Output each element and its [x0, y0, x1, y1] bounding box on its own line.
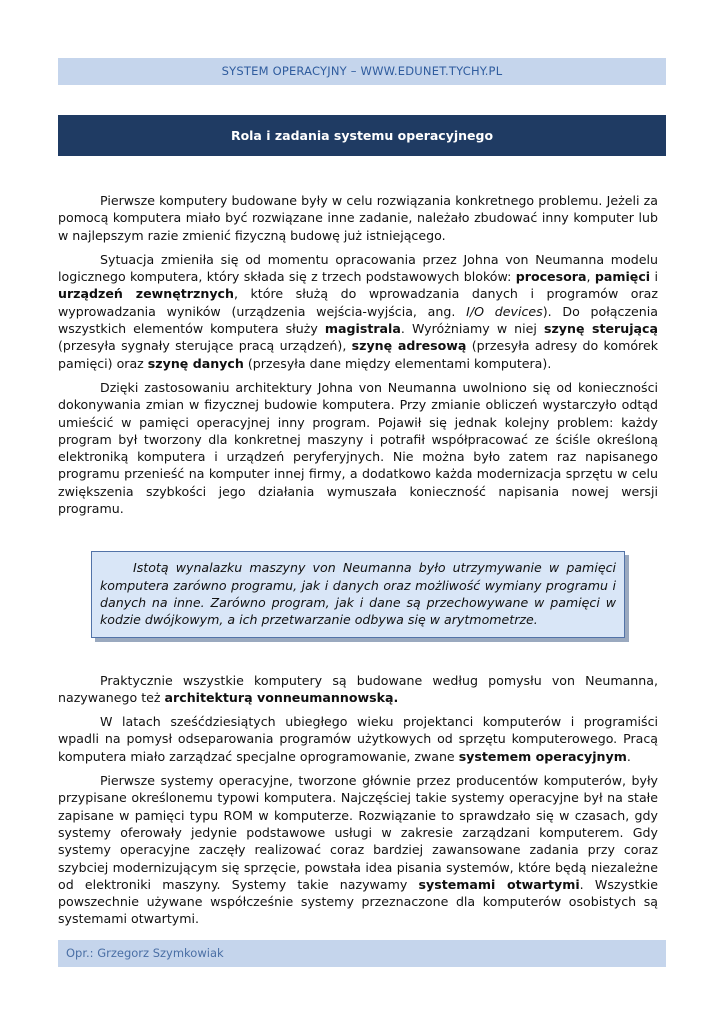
bold-term: magistrala — [324, 321, 401, 337]
italic-term: I/O devices — [466, 303, 543, 319]
text-run: Sytuacja zmieniła się od momentu opracowania przez Johna von Neumanna modelu logicznego komputera, który składa się z trzech podstawowych bloków: — [58, 251, 658, 285]
text-run: (przesyła adresy do komórek pamięci) oraz — [58, 338, 658, 371]
bold-term: szynę danych — [147, 355, 244, 371]
paragraph-4 — [58, 672, 658, 707]
text-run: Praktycznie wszystkie komputery są budowane według pomysłu von Neumanna, nazywanego też — [58, 672, 658, 705]
text-run: , — [586, 269, 595, 285]
text-run: , które służą do wprowadzania danych i programów oraz wyprowadzania wyników (urządzenia wejścia-wyjścia, ang. — [58, 286, 658, 319]
callout-text: Istotą wynalazku maszyny von Neumanna było utrzymywanie w pamięci komputera zarówno programu, jak i danych oraz możliwość wymiany programu i danych na inne. Zarówno program, jak i dane są przechowywane w pamięci w kodzie dwójkowym, a ich przetwarzanie odbywa się w arytmometrze. — [100, 560, 616, 628]
text-run: i — [650, 269, 658, 285]
bold-term: szynę adresową — [351, 338, 467, 354]
text-run: Pierwsze systemy operacyjne, tworzone głównie przez producentów komputerów, były przypisane określonemu typowi komputera. Najczęściej takie systemy operacyjne był na stałe zapisane w pamięci typu ROM w komputerze. Rozwiązanie to sprawdzało się w czasach, gdy systemy oferowały jedynie podstawowe usługi w zakresie zarządzani komputerem. Gdy systemy operacyjne zaczęły realizować coraz bardziej zawansowane zadania przy coraz szybciej modernizującym się sprzęcie, powstała idea pisania systemów, które będą niezależne od elektroniki maszyny. Systemy takie nazywamy — [58, 773, 658, 892]
text-run: . Wyróżniamy w niej — [400, 321, 544, 337]
text-run: ). Do połączenia wszystkich elementów komputera służy — [58, 303, 659, 337]
bold-term: szynę sterującą — [543, 321, 658, 337]
text-run: W latach sześćdziesiątych ubiegłego wieku projektanci komputerów i programiści wpadli na pomysł odseparowania programów użytkowych od sprzętu komputerowego. Pracą komputera miało zarządzać specjalne oprogramowanie, zwane — [58, 714, 658, 764]
bold-term: urządzeń zewnętrznych — [58, 286, 234, 302]
page-header: SYSTEM OPERACYJNY – WWW.EDUNET.TYCHY.PL — [58, 58, 666, 85]
bold-term: architekturą vonneumannowską. — [164, 689, 399, 705]
section-title: Rola i zadania systemu operacyjnego — [58, 115, 666, 156]
document-body — [58, 192, 658, 935]
page-footer: Opr.: Grzegorz Szymkowiak — [58, 940, 666, 967]
text-run: . — [626, 748, 631, 764]
callout-container — [58, 551, 658, 637]
callout-box — [91, 551, 625, 637]
paragraph-5 — [58, 713, 658, 765]
bold-term: systemem operacyjnym — [458, 748, 627, 764]
text-run: . Wszystkie powszechnie używane współcześnie systemy przeznaczone dla komputerów osobistych są systemami otwartymi. — [58, 876, 659, 927]
text-run: (przesyła sygnały sterujące pracą urządzeń), — [58, 338, 352, 354]
bold-term: pamięci — [594, 269, 651, 285]
paragraph-1: Pierwsze komputery budowane były w celu rozwiązania konkretnego problemu. Jeżeli za pomocą komputera miało być rozwiązane inne zadanie, należało zbudować inny komputer lub w najlepszym razie zmienić fizyczną budowę już istniejącego. — [58, 193, 658, 243]
bold-term: systemami otwartymi — [418, 876, 580, 892]
bold-term: procesora — [515, 269, 587, 285]
paragraph-2 — [58, 251, 658, 372]
text-run: (przesyła dane między elementami komputera). — [243, 355, 552, 371]
paragraph-3: Dzięki zastosowaniu architektury Johna von Neumanna uwolniono się od konieczności dokonywania zmian w fizycznej budowie komputera. Przy zmianie obliczeń wystarczyło odtąd umieścić w pamięci operacyjnej inny program. Pojawił się jednak kolejny problem: każdy program był tworzony dla konkretnej maszyny i potrafił współpracować ze ściśle określoną elektroniką komputera i urządzeń peryferyjnych. Nie można było zatem raz napisanego programu przenieść na komputer innej firmy, a dodatkowo każda modernizacja sprzętu w celu zwiększenia szybkości jego działania wymuszała konieczność napisania nowej wersji programu. — [58, 379, 658, 517]
paragraph-6 — [58, 772, 658, 928]
